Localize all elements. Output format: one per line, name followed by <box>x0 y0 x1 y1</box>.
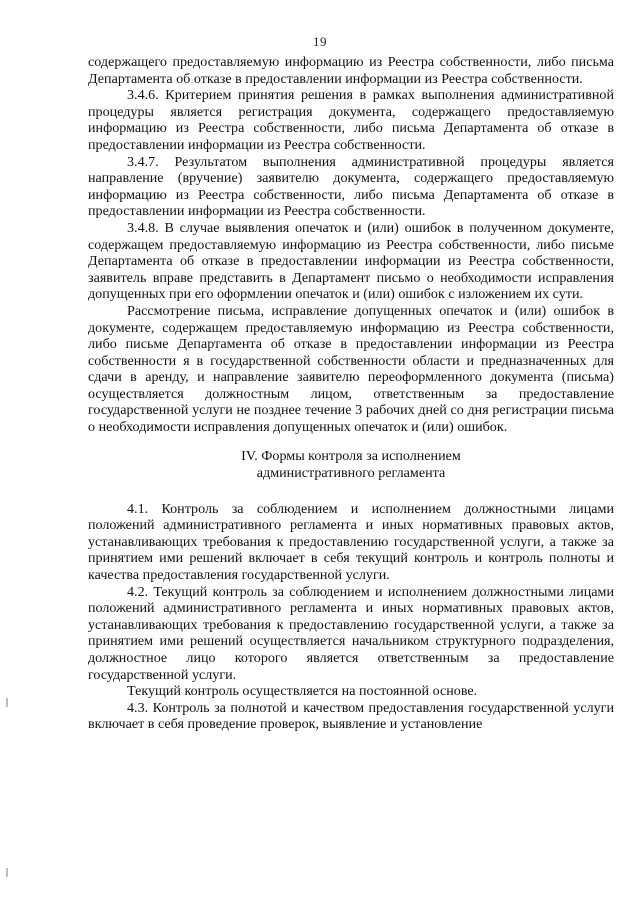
section-heading-line-1: IV. Формы контроля за исполнением <box>241 447 461 464</box>
paragraph-correction-review: Рассмотрение письма, исправление допущенных опечаток и (или) ошибок в документе, содержащем предоставляемую информацию из Реестра собственности, либо письме Департамента об отказе в предоставлении информации из Реестра собственности я в государственной собственности области и предназначенных для сдачи в аренду, и направление заявителю переоформленного документа (письма) осуществляется должностным лицом, ответственным за предоставление государственной услуги не позднее течение 3 рабочих дней со дня регистрации письма о необходимости исправления допущенных опечаток и (или) ошибок. <box>88 302 614 436</box>
section-heading-line-2: административного регламента <box>256 465 446 482</box>
paragraph-current-control: Текущий контроль осуществляется на постоянной основе. <box>127 683 478 700</box>
paragraph-3-4-6: 3.4.6. Критерием принятия решения в рамках выполнения административной процедуры является регистрация документа, содержащего предоставляемую информацию из Реестра собственности, либо письма Департамента об отказе в предоставлении информации из Реестра собственности. <box>88 87 614 153</box>
paragraph-4-1: 4.1. Контроль за соблюдением и исполнением должностными лицами положений административного регламента и иных нормативных правовых актов, устанавливающих требования к предоставлению государственной услуги, а также за принятием ими решений включает в себя текущий контроль и контроль полноты и качества предоставления государственной услуги. <box>88 500 614 584</box>
scan-margin-mark <box>6 868 8 877</box>
scan-margin-mark <box>6 698 8 707</box>
document-body <box>88 54 614 733</box>
page-number: 19 <box>313 34 327 49</box>
paragraph-4-3: 4.3. Контроль за полнотой и качеством предоставления государственной услуги включает в себя проведение проверок, выявление и установление <box>88 699 614 733</box>
paragraph-4-2: 4.2. Текущий контроль за соблюдением и исполнением должностными лицами положений административного регламента и иных нормативных правовых актов, устанавливающих требования к предоставлению государственной услуги, а также за принятием ими решений осуществляется начальником структурного подразделения, должностное лицо которого является ответственным за предоставление государственной услуги. <box>88 583 614 683</box>
paragraph-continuation: содержащего предоставляемую информацию из Реестра собственности, либо письма Департамента об отказе в предоставлении информации из Реестра собственности. <box>88 54 614 87</box>
paragraph-3-4-7: 3.4.7. Результатом выполнения административной процедуры является направление (вручение) заявителю документа, содержащего предоставляемую информацию из Реестра собственности, либо письма Департамента об отказе в предоставлении информации из Реестра собственности. <box>88 153 614 220</box>
paragraph-3-4-8: 3.4.8. В случае выявления опечаток и (или) ошибок в полученном документе, содержащем предоставляемую информацию из Реестра собственности, либо письме Департамента об отказе в предоставлении информации из Реестра собственности, заявитель вправе представить в Департамент письмо о необходимости исправления допущенных при его оформлении опечаток и (или) ошибок с изложением их сути. <box>88 219 614 303</box>
section-heading <box>88 448 614 483</box>
